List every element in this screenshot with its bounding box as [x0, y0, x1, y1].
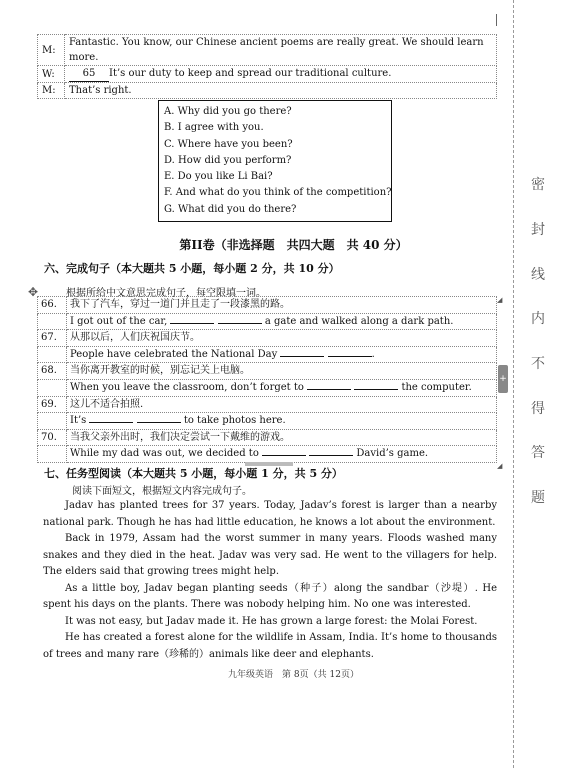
section6-instruction: 根据所给中文意思完成句子，每空限填一词。	[66, 288, 266, 299]
question-row-cn	[38, 429, 497, 446]
answer-blank[interactable]	[89, 414, 133, 423]
question-number: 66.	[38, 297, 67, 314]
options-box	[158, 100, 392, 222]
question-row-cn	[38, 396, 497, 413]
en-text: I got out of the car,	[70, 315, 171, 327]
seal-char: 得	[531, 401, 545, 417]
question-cn: 从那以后，人们庆祝国庆节。	[67, 330, 497, 347]
option-d: D. How did you perform?	[164, 154, 292, 166]
resize-corner-icon[interactable]: ◢	[497, 462, 503, 470]
answer-blank[interactable]	[280, 348, 324, 357]
question-row-cn	[38, 330, 497, 347]
dialogue-text: Fantastic. You know, our Chinese ancient poems are really great. We should learn more.	[65, 35, 497, 66]
dialogue-row	[38, 83, 497, 99]
question-en	[67, 346, 497, 363]
dialogue-table	[37, 34, 497, 99]
answer-blank[interactable]	[137, 414, 181, 423]
part2-title: 第II卷（非选择题 共四大题 共 40 分）	[179, 238, 408, 252]
speaker: W:	[38, 66, 65, 83]
empty-cell	[38, 379, 67, 396]
speaker: M:	[38, 35, 65, 66]
question-cn: 我下了汽车，穿过一道门并且走了一段漆黑的路。	[67, 297, 497, 314]
dialogue-row	[38, 66, 497, 83]
en-text: David’s game.	[353, 448, 429, 460]
question-row-cn	[38, 363, 497, 380]
seal-char: 封	[531, 222, 545, 238]
margin-mark	[496, 14, 497, 26]
en-text: to take photos here.	[180, 415, 286, 427]
en-text: a gate and walked along a dark path.	[261, 315, 454, 327]
question-cn: 当我父亲外出时，我们决定尝试一下戴维的游戏。	[67, 429, 497, 446]
question-row-en	[38, 313, 497, 330]
answer-blank[interactable]	[170, 315, 214, 324]
empty-cell	[38, 446, 67, 463]
question-row-en	[38, 446, 497, 463]
seal-char: 答	[531, 445, 545, 461]
passage-paragraph: As a little boy, Jadav began planting seeds（种子）along the sandbar（沙堤）. He spent his days on the plants. There was nobody helping him. No one was interested.	[43, 582, 497, 610]
answer-blank[interactable]	[309, 447, 353, 456]
answer-blank[interactable]	[262, 447, 306, 456]
dialogue-text: That’s right.	[65, 83, 497, 99]
en-text: the computer.	[398, 381, 472, 393]
question-cn: 这儿不适合拍照.	[67, 396, 497, 413]
dialogue-sentence: It’s our duty to keep and spread our traditional culture.	[109, 68, 392, 79]
answer-blank[interactable]	[307, 381, 351, 390]
question-en	[67, 413, 497, 430]
option-c: C. Where have you been?	[164, 138, 293, 150]
question-en	[67, 313, 497, 330]
dialogue-row	[38, 35, 497, 66]
answer-blank-65[interactable]: 65	[69, 66, 109, 82]
option-a: A. Why did you go there?	[164, 106, 292, 117]
page-footer: 九年级英语 第 8页（共 12页）	[228, 670, 359, 680]
question-cn: 当你离开教室的时候，别忘记关上电脑。	[67, 363, 497, 380]
seal-char: 内	[531, 311, 545, 327]
question-number: 69.	[38, 396, 67, 413]
speaker: M:	[38, 83, 65, 99]
seal-char: 线	[531, 267, 545, 283]
empty-cell	[38, 413, 67, 430]
seal-char: 不	[531, 356, 545, 372]
question-en	[67, 379, 497, 396]
passage-paragraph: Back in 1979, Assam had the worst summer in many years. Floods washed many snakes and they died in the heat. Jadav was very sad. He went to the villagers for help. The elders said that growing trees might help.	[43, 533, 497, 577]
option-f: F. And what do you think of the competition?	[164, 187, 392, 199]
question-number: 70.	[38, 429, 67, 446]
answer-blank[interactable]	[218, 315, 262, 324]
question-row-en	[38, 379, 497, 396]
empty-cell	[38, 346, 67, 363]
section6-heading: 六、完成句子（本大题共 5 小题，每小题 2 分，共 10 分）	[44, 262, 340, 275]
en-text: People have celebrated the National Day	[70, 348, 281, 360]
seal-char: 题	[531, 490, 545, 506]
table-corner-icon[interactable]: ◢	[497, 296, 503, 304]
section7-instruction: 阅读下面短文，根据短文内容完成句子。	[72, 486, 252, 497]
empty-cell	[38, 313, 67, 330]
passage-paragraph: Jadav has planted trees for 37 years. Today, Jadav’s forest is larger than a nearby national park. Though he has had little education, he knows a lot about the environment.	[43, 500, 497, 528]
question-number: 68.	[38, 363, 67, 380]
passage-paragraph: He has created a forest alone for the wildlife in Assam, India. It’s home to thousands of trees and many rare（珍稀的）animals like deer and elephants.	[43, 632, 497, 660]
option-e: E. Do you like Li Bai?	[164, 171, 273, 183]
sentence-table	[37, 296, 497, 463]
option-g: G. What did you do there?	[164, 203, 297, 215]
move-handle-icon[interactable]: ✥	[28, 285, 39, 299]
question-row-en	[38, 413, 497, 430]
section7-heading: 七、任务型阅读（本大题共 5 小题，每小题 1 分，共 5 分）	[44, 467, 343, 480]
en-text: .	[371, 348, 375, 360]
seal-char: 密	[531, 177, 545, 193]
answer-blank[interactable]	[354, 381, 398, 390]
question-row-en	[38, 346, 497, 363]
question-number: 67.	[38, 330, 67, 347]
question-en	[67, 446, 497, 463]
reading-passage	[43, 498, 497, 663]
dialogue-text	[65, 66, 497, 83]
side-expand-handle[interactable]: +	[498, 365, 508, 393]
en-text: It’s	[70, 415, 90, 427]
question-row-cn	[38, 297, 497, 314]
binding-line	[513, 0, 514, 768]
option-b: B. I agree with you.	[164, 122, 264, 134]
en-text: When you leave the classroom, don’t forget to	[70, 381, 308, 393]
passage-paragraph: It was not easy, but Jadav made it. He has grown a large forest: the Molai Forest.	[65, 615, 478, 627]
answer-blank[interactable]	[328, 348, 372, 357]
en-text: While my dad was out, we decided to	[70, 448, 263, 460]
